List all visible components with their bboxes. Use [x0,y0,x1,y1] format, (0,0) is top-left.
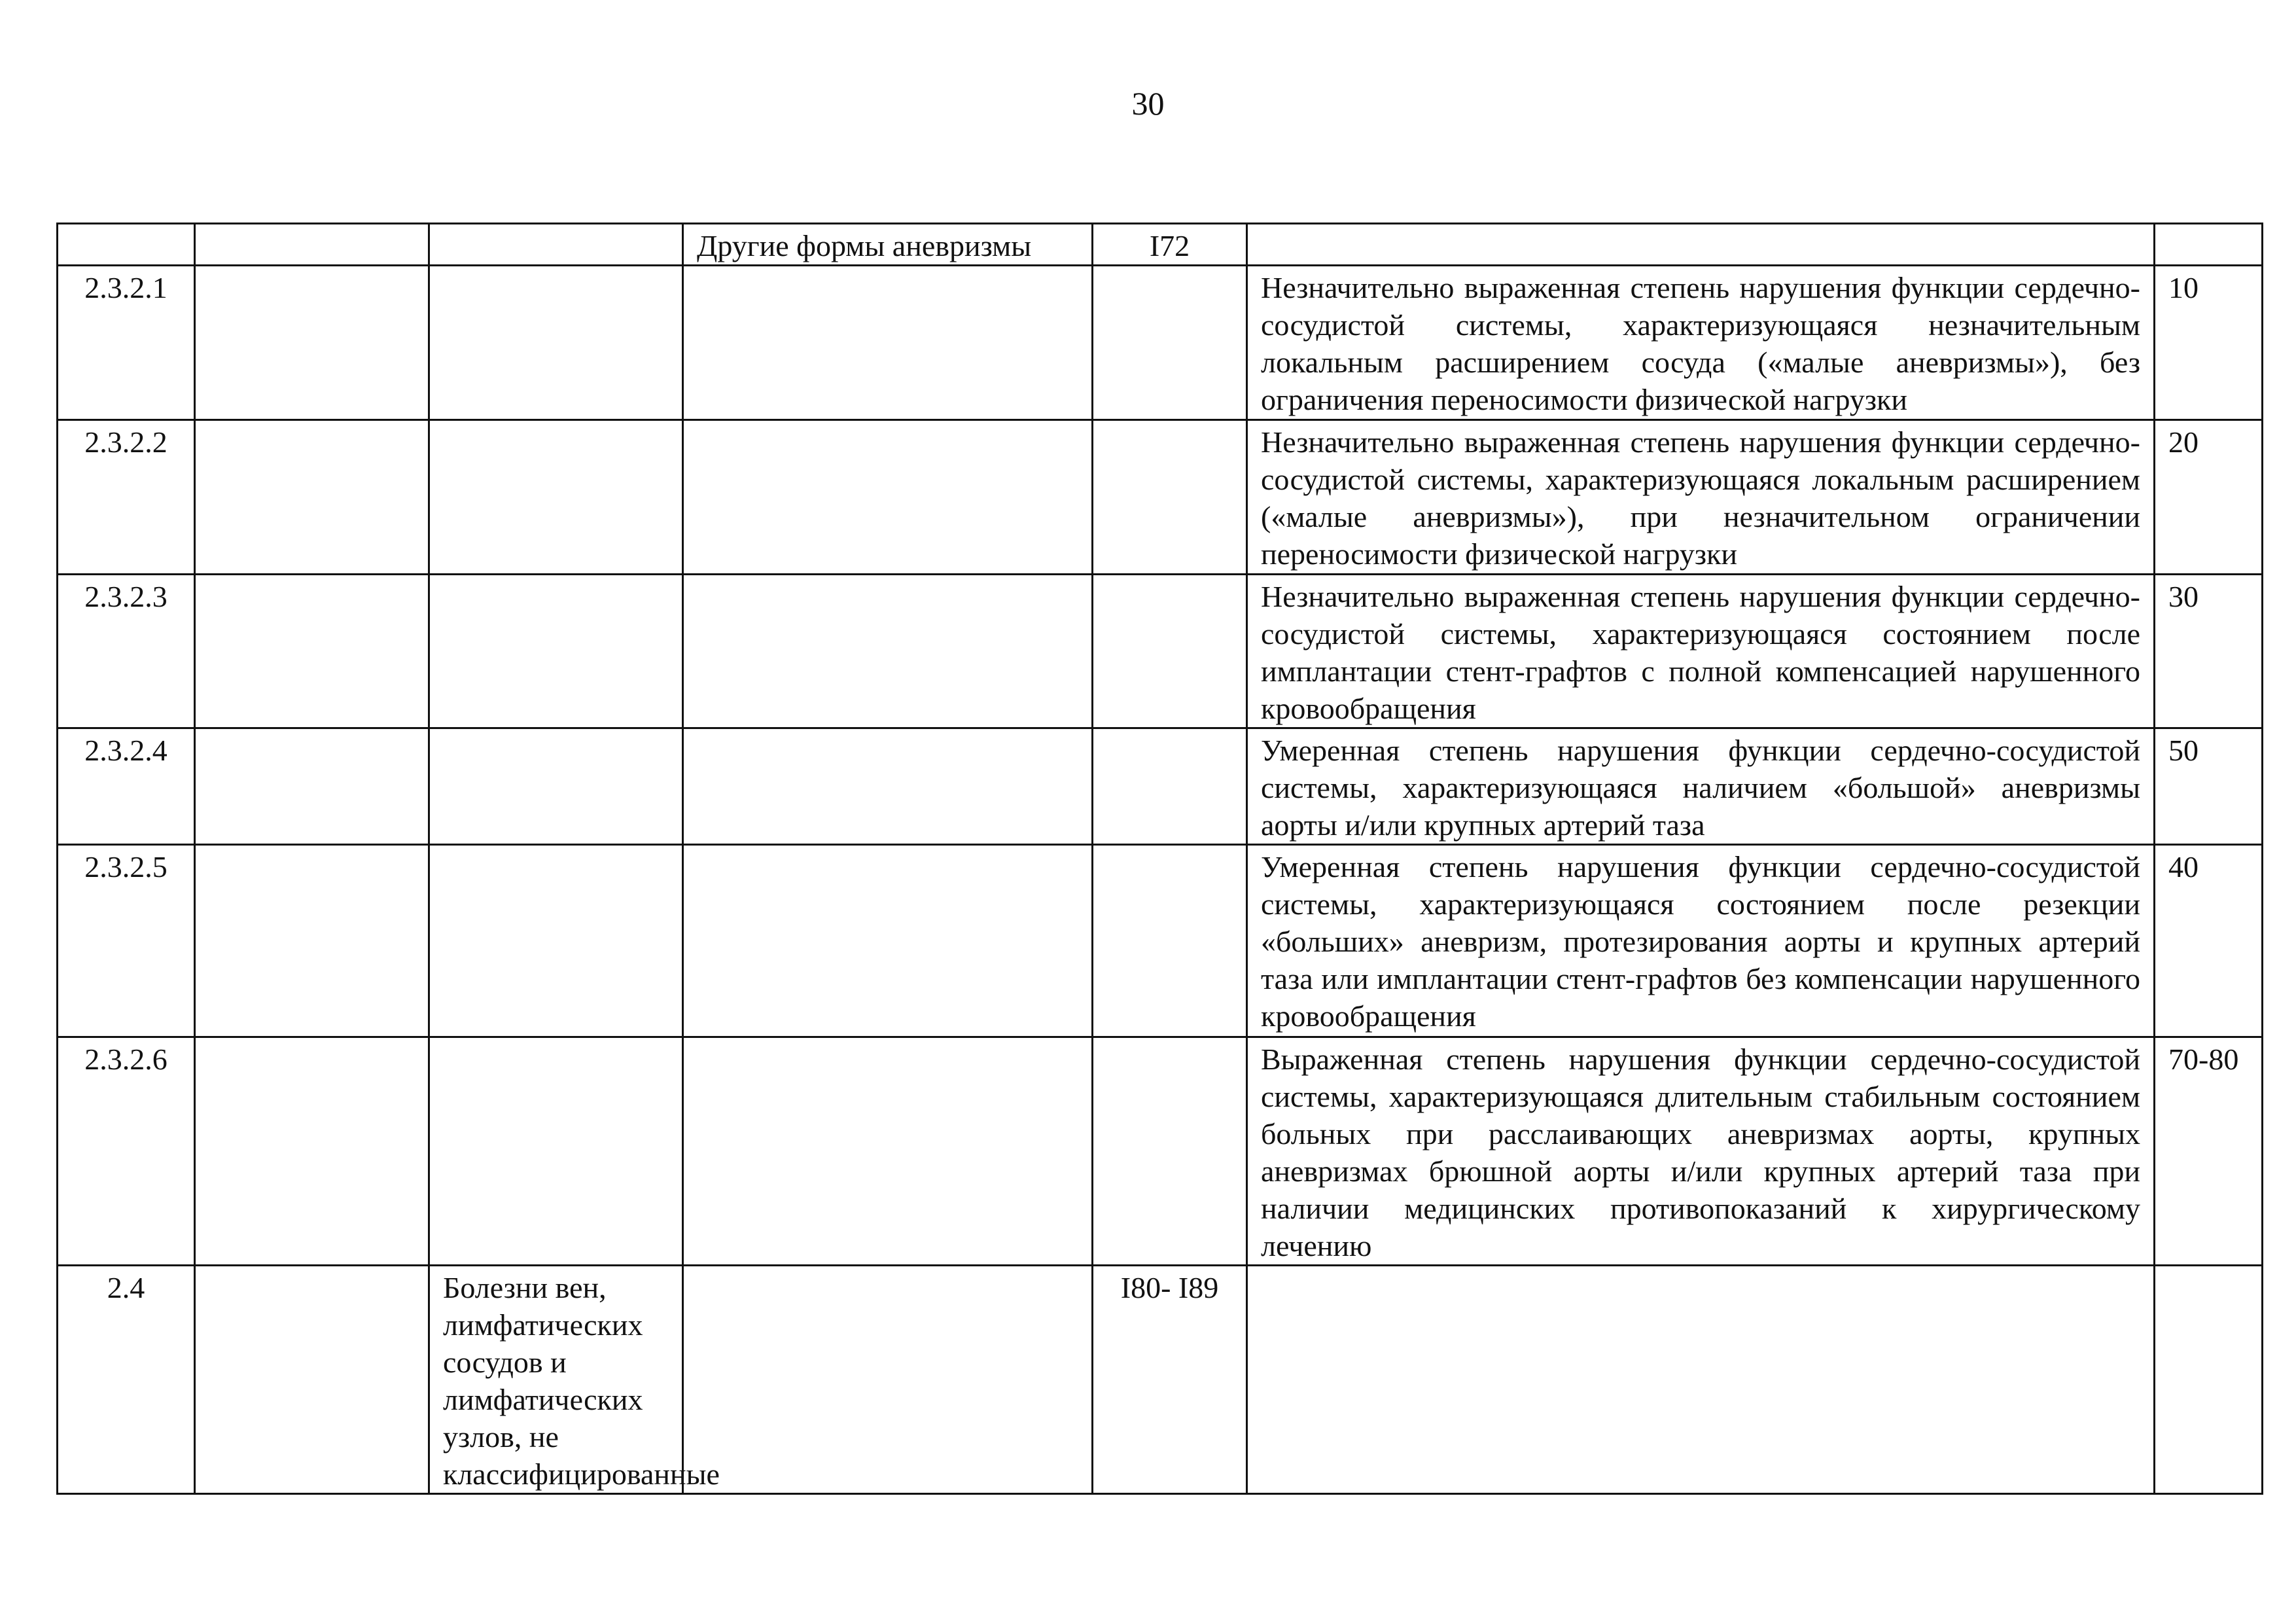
icd-code-cell [1093,845,1247,1037]
code-cell [58,224,195,266]
group-cell [429,266,683,420]
empty-cell [195,420,429,575]
code-cell: 2.4 [58,1266,195,1494]
icd-code-cell [1093,1037,1247,1266]
subgroup-cell [683,728,1093,845]
icd-code-cell [1093,420,1247,575]
percent-cell [2155,224,2263,266]
code-cell: 2.3.2.5 [58,845,195,1037]
group-cell [429,728,683,845]
description-cell [1247,1266,2155,1494]
disability-criteria-table [56,223,2263,1495]
empty-cell [195,845,429,1037]
percent-cell: 20 [2155,420,2263,575]
icd-code-cell: I72 [1093,224,1247,266]
subgroup-cell: Другие формы аневризмы [683,224,1093,266]
table-row [58,845,2263,1037]
group-cell [429,224,683,266]
code-cell: 2.3.2.3 [58,575,195,728]
subgroup-cell [683,420,1093,575]
icd-code-cell [1093,575,1247,728]
group-cell [429,1037,683,1266]
empty-cell [195,728,429,845]
code-cell: 2.3.2.1 [58,266,195,420]
table-row [58,266,2263,420]
code-cell: 2.3.2.2 [58,420,195,575]
empty-cell [195,1037,429,1266]
icd-code-cell [1093,266,1247,420]
subgroup-cell [683,845,1093,1037]
description-cell: Умеренная степень нарушения функции сердечно-сосудистой системы, характеризующаяся наличием «большой» аневризмы аорты и/или крупных артерий таза [1247,728,2155,845]
percent-cell [2155,1266,2263,1494]
description-cell [1247,224,2155,266]
code-cell: 2.3.2.6 [58,1037,195,1266]
table-row [58,420,2263,575]
empty-cell [195,224,429,266]
percent-cell: 70-80 [2155,1037,2263,1266]
percent-cell: 30 [2155,575,2263,728]
subgroup-cell [683,575,1093,728]
code-cell: 2.3.2.4 [58,728,195,845]
description-cell: Выраженная степень нарушения функции сердечно-сосудистой системы, характеризующаяся длительным стабильным состоянием больных при расслаивающих аневризмах аорты, крупных аневризмах брюшной аорты и/или крупных артерий таза при наличии медицинских противопоказаний к хирургическому лечению [1247,1037,2155,1266]
subgroup-cell [683,1037,1093,1266]
table-row [58,224,2263,266]
description-cell: Незначительно выраженная степень нарушения функции сердечно-сосудистой системы, характеризующаяся локальным расширением («малые аневризмы»), при незначительном ограничении переносимости физической нагрузки [1247,420,2155,575]
icd-code-cell: I80- I89 [1093,1266,1247,1494]
group-cell [429,575,683,728]
table-row [58,728,2263,845]
table-row [58,1037,2263,1266]
percent-cell: 40 [2155,845,2263,1037]
description-cell: Незначительно выраженная степень нарушения функции сердечно-сосудистой системы, характеризующаяся состоянием после имплантации стент-графтов с полной компенсацией нарушенного кровообращения [1247,575,2155,728]
group-cell [429,845,683,1037]
group-cell: Болезни вен, лимфатических сосудов и лимфатических узлов, не классифицированные [429,1266,683,1494]
table-row [58,1266,2263,1494]
icd-code-cell [1093,728,1247,845]
percent-cell: 50 [2155,728,2263,845]
empty-cell [195,575,429,728]
page-number: 30 [1131,85,1165,122]
description-cell: Незначительно выраженная степень нарушения функции сердечно-сосудистой системы, характеризующаяся незначительным локальным расширением сосуда («малые аневризмы»), без ограничения переносимости физической нагрузки [1247,266,2155,420]
percent-cell: 10 [2155,266,2263,420]
table-row [58,575,2263,728]
group-cell [429,420,683,575]
empty-cell [195,1266,429,1494]
subgroup-cell [683,1266,1093,1494]
description-cell: Умеренная степень нарушения функции сердечно-сосудистой системы, характеризующаяся состоянием после резекции «больших» аневризм, протезирования аорты и крупных артерий таза или имплантации стент-графтов без компенсации нарушенного кровообращения [1247,845,2155,1037]
subgroup-cell [683,266,1093,420]
empty-cell [195,266,429,420]
